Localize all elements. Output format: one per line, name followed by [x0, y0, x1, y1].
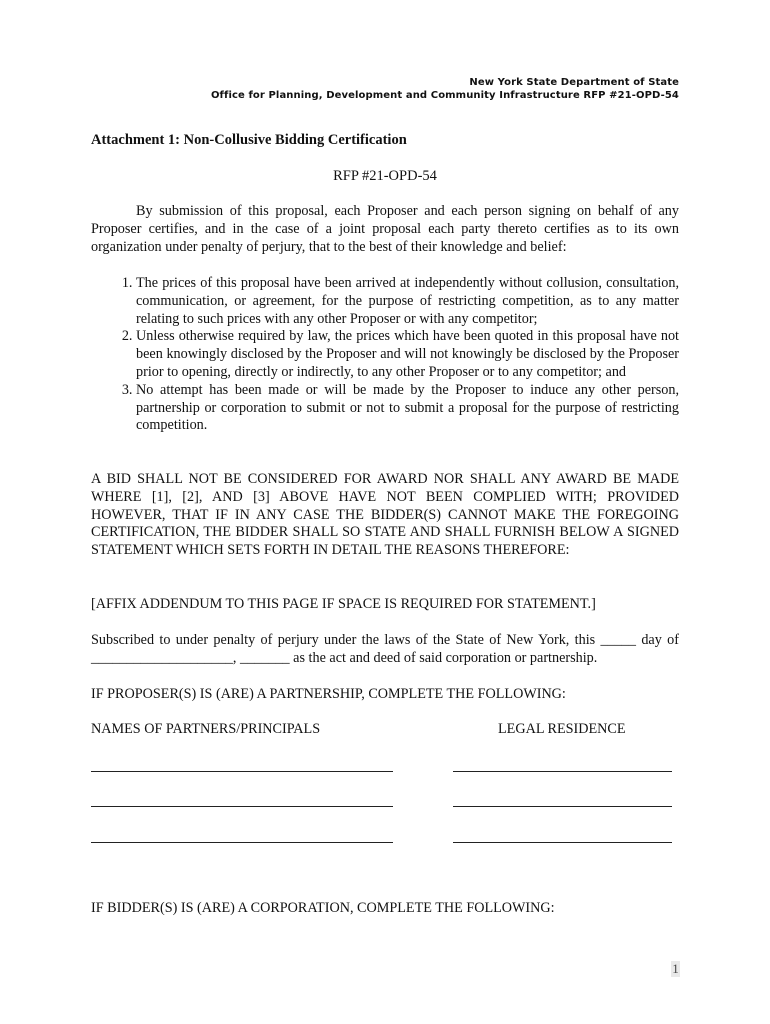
corporation-heading: IF BIDDER(S) IS (ARE) A CORPORATION, COMPLETE THE FOLLOWING:	[91, 900, 555, 916]
residence-line[interactable]	[453, 842, 672, 843]
intro-paragraph: By submission of this proposal, each Proposer and each person signing on behalf of any Proposer certifies, and in the case of a joint proposal each party thereto certifies as to its own organization under penalty of perjury, that to the best of their knowledge and belief:	[91, 203, 679, 255]
header-agency: New York State Department of State	[469, 77, 679, 88]
list-item: 3. No attempt has been made or will be made by the Proposer to induce any other person, partnership or corporation to submit or not to submit a proposal for the purpose of restricting competition.	[136, 382, 679, 435]
list-item: 1. The prices of this proposal have been arrived at independently without collusion, consultation, communication, or agreement, for the purpose of restricting competition, as to any matter relating to such prices with any other Proposer or with any competitor;	[136, 275, 679, 328]
header-office-rfp: Office for Planning, Development and Community Infrastructure RFP #21-OPD-54	[210, 90, 679, 101]
subscribed-statement: Subscribed to under penalty of perjury under the laws of the State of New York, this _____ day of ____________________, _______ as the act and deed of said corporation or partnership.	[91, 632, 679, 666]
list-item: 2. Unless otherwise required by law, the prices which have been quoted in this proposal have not been knowingly disclosed by the Proposer and will not knowingly be disclosed by the Proposer prior to opening, directly or indirectly, to any other Proposer or to any competitor; and	[136, 328, 679, 381]
residence-line[interactable]	[453, 771, 672, 772]
column-header-names: NAMES OF PARTNERS/PRINCIPALS	[91, 721, 321, 737]
column-header-residence: LEGAL RESIDENCE	[498, 721, 626, 737]
rfp-number: RFP #21-OPD-54	[333, 168, 437, 184]
partner-name-line[interactable]	[91, 806, 393, 807]
page-number: 1	[672, 961, 679, 976]
partner-name-line[interactable]	[91, 842, 393, 843]
caps-notice: A BID SHALL NOT BE CONSIDERED FOR AWARD NOR SHALL ANY AWARD BE MADE WHERE [1], [2], AND [3] ABOVE HAVE NOT BEEN COMPLIED WITH; PROVIDED HOWEVER, THAT IF IN ANY CASE THE BIDDER(S) CANNOT MAKE THE FOREGOING CERTIFICATION, THE BIDDER SHALL SO STATE AND SHALL FURNISH BELOW A SIGNED STATEMENT WHICH SETS FORTH IN DETAIL THE REASONS THEREFORE:	[91, 471, 679, 559]
certification-list	[91, 275, 679, 435]
affix-instruction: [AFFIX ADDENDUM TO THIS PAGE IF SPACE IS REQUIRED FOR STATEMENT.]	[91, 596, 596, 612]
residence-line[interactable]	[453, 806, 672, 807]
partnership-heading: IF PROPOSER(S) IS (ARE) A PARTNERSHIP, COMPLETE THE FOLLOWING:	[91, 686, 566, 702]
partner-name-line[interactable]	[91, 771, 393, 772]
page-title: Attachment 1: Non-Collusive Bidding Certification	[91, 132, 407, 148]
